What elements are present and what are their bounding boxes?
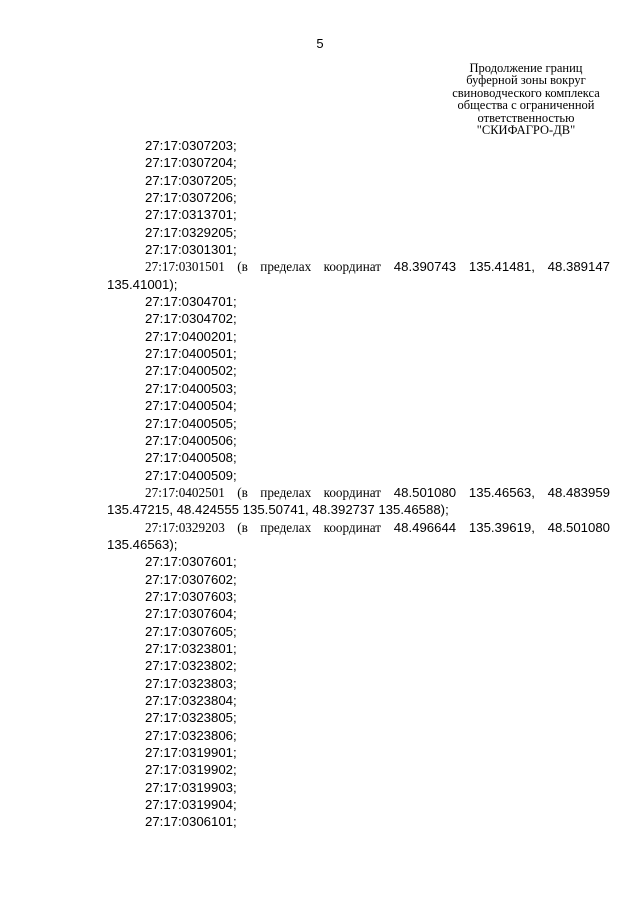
page-number: 5 <box>316 36 324 51</box>
parcel-number-line: 27:17:0329205; <box>145 224 237 240</box>
parcel-number-line: 27:17:0319903; <box>145 779 237 795</box>
parcel-number-line: 27:17:0307604; <box>145 606 237 622</box>
parcel-number-line: 27:17:0323802; <box>145 658 237 674</box>
parcel-number-line: 27:17:0304702; <box>145 311 237 327</box>
parcel-coordinates-paragraph <box>107 519 610 554</box>
caption-line: "СКИФАГРО-ДВ" <box>476 123 576 138</box>
parcel-number-line: 27:17:0319901; <box>145 745 237 761</box>
parcel-coordinates-values: 48.390743 135.41481, 48.389147 135.41001); <box>107 259 610 292</box>
parcel-number-line: 27:17:0307205; <box>145 172 237 188</box>
parcel-number-line: 27:17:0400501; <box>145 346 237 362</box>
parcel-number-line: 27:17:0400506; <box>145 432 237 448</box>
parcel-list <box>107 137 610 831</box>
parcel-coordinates-head: 27:17:0402501 (в пределах координат <box>145 484 382 500</box>
parcel-number-line: 27:17:0323806; <box>145 727 237 743</box>
caption-line: свиноводческого комплекса <box>452 85 600 100</box>
parcel-number-line: 27:17:0301301; <box>145 242 237 258</box>
caption-line: ответственностью <box>477 110 575 125</box>
parcel-number-line: 27:17:0307605; <box>145 623 237 639</box>
parcel-number-line: 27:17:0306101; <box>145 814 237 830</box>
parcel-number-line: 27:17:0307206; <box>145 190 237 206</box>
caption-line: Продолжение границ <box>469 61 583 75</box>
parcel-number-line: 27:17:0400508; <box>145 450 237 466</box>
parcel-number-line: 27:17:0307203; <box>145 138 237 153</box>
parcel-number-line: 27:17:0400201; <box>145 328 237 344</box>
parcel-coordinates-head: 27:17:0301501 (в пределах координат <box>145 259 382 275</box>
parcel-number-line: 27:17:0323805; <box>145 710 237 726</box>
caption-line: общества с ограниченной <box>457 98 595 113</box>
parcel-coordinates-values: 48.501080 135.46563, 48.483959 135.47215, 48.424555 135.50741, 48.392737 135.46588); <box>107 484 610 518</box>
parcel-number-line: 27:17:0307601; <box>145 554 237 570</box>
parcel-number-line: 27:17:0323801; <box>145 640 237 656</box>
caption-line: буферной зоны вокруг <box>466 73 586 88</box>
parcel-number-line: 27:17:0400509; <box>145 467 237 483</box>
parcel-number-line: 27:17:0400504; <box>145 398 237 414</box>
parcel-number-line: 27:17:0400505; <box>145 415 237 431</box>
parcel-number-line: 27:17:0323803; <box>145 675 237 691</box>
parcel-coordinates-head: 27:17:0329203 (в пределах координат <box>145 519 382 535</box>
parcel-number-line: 27:17:0400502; <box>145 363 237 379</box>
parcel-coordinates-values: 48.496644 135.39619, 48.501080 135.46563); <box>107 519 610 552</box>
parcel-number-line: 27:17:0400503; <box>145 380 237 396</box>
parcel-number-line: 27:17:0323804; <box>145 693 237 708</box>
parcel-number-line: 27:17:0304701; <box>145 294 237 310</box>
parcel-number-line: 27:17:0307204; <box>145 155 237 171</box>
header-caption <box>436 62 616 136</box>
parcel-number-line: 27:17:0307602; <box>145 571 237 587</box>
parcel-coordinates-paragraph <box>107 484 610 519</box>
parcel-number-line: 27:17:0307603; <box>145 588 237 604</box>
parcel-number-line: 27:17:0319902; <box>145 762 237 778</box>
parcel-coordinates-paragraph <box>107 258 610 293</box>
parcel-number-line: 27:17:0319904; <box>145 797 237 813</box>
parcel-number-line: 27:17:0313701; <box>145 207 237 223</box>
